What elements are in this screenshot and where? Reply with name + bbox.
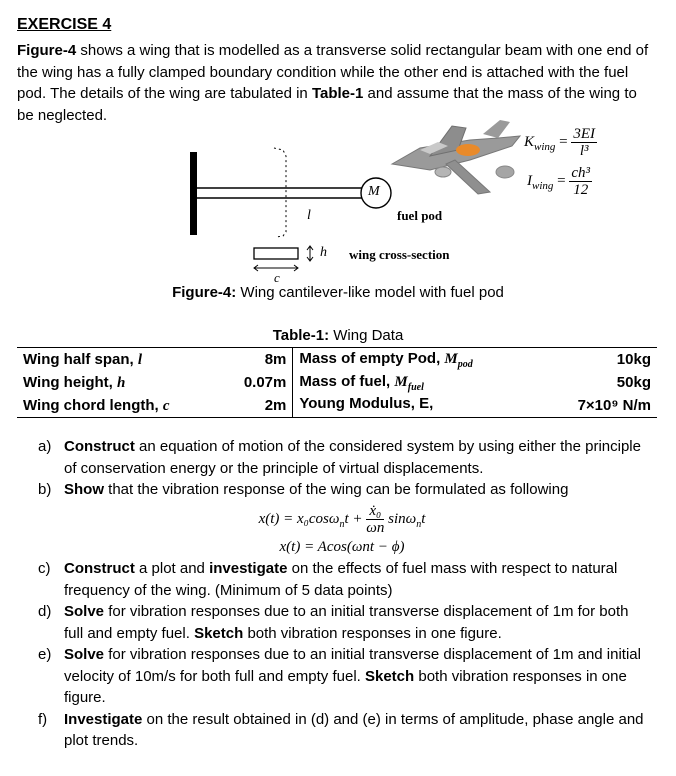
question-a: a) Construct an equation of motion of the considered system by using either the principle of conservation energy or the principle of virtual displacements. [38,438,641,477]
question-d: d) Solve for vibration responses due to an initial transverse displacement of 1m for both full and empty fuel. Sketch both vibration responses in one figure. [38,603,629,642]
equation-1: x(t) = x₀cosω$_n$t + $\frac{\text{ẋ₀}}{\omega n}$ sinω$_n$t [258,502,426,536]
figure-caption: Figure-4: Wing cantilever-like model with fuel pod [172,284,504,301]
i-wing-formula: $I_{wing}$ = $\frac{\text{ch³}}{12}$ [527,165,591,198]
table-ref: Table-1 [311,85,364,102]
wing-data-table [17,347,657,418]
table-row: Wing height, h 0.07m Mass of fuel, $M_{fuel}$ 50kg [23,372,651,393]
chord-label: c [274,270,280,285]
cross-section-label: wing cross-section [349,247,450,262]
deflection-dashed [274,148,286,237]
length-label: l [307,208,311,223]
question-b: b) Show that the vibration response of the wing can be formulated as following [38,481,569,498]
intro-text-2: and assume that the mass of the wing to be neglected. [17,85,637,124]
jet-illustration [392,120,520,194]
figure-ref: Figure-4 [17,42,77,59]
height-label: h [320,245,327,260]
exercise-title: EXERCISE 4 [17,16,112,33]
intro-text-1: shows a wing that is modelled as a transverse solid rectangular beam with one end of the wing has a fully clamped boundary condition while the other end is attached with the fuel pod. The details of the wing are tabulated in [17,42,649,102]
table-title: Table-1: Wing Data [272,327,404,344]
cross-section-rect [254,248,298,259]
fuel-pod-label: fuel pod [397,208,443,223]
equation-2: x(t) = Acos(ωnt − ϕ) [279,538,405,555]
question-c: c) Construct a plot and investigate on the effects of fuel mass with respect to natural frequency of the wing. (Minimum of 5 data points) [38,560,618,599]
intro-paragraph [17,40,657,126]
mass-label: M [368,184,380,199]
question-e: e) Solve for vibration responses due to an initial transverse displacement of 1m and initial velocity of 10m/s for both full and empty fuel. Sketch both vibration responses in one figure. [38,646,641,706]
table-row: Wing chord length, c 2m Young Modulus, E, 7×10⁹ N/m [17,394,657,418]
question-f: f) Investigate on the result obtained in (d) and (e) in terms of amplitude, phase angle and plot trends. [38,710,644,749]
questions-list [38,436,646,752]
clamped-wall [190,152,197,235]
k-wing-formula: $K_{wing}$ = $\frac{3EI}{\text{l³}}$ [524,126,596,159]
table-row: Wing half span, l 8m Mass of empty Pod, $M_{pod}$ 10kg [17,348,657,372]
